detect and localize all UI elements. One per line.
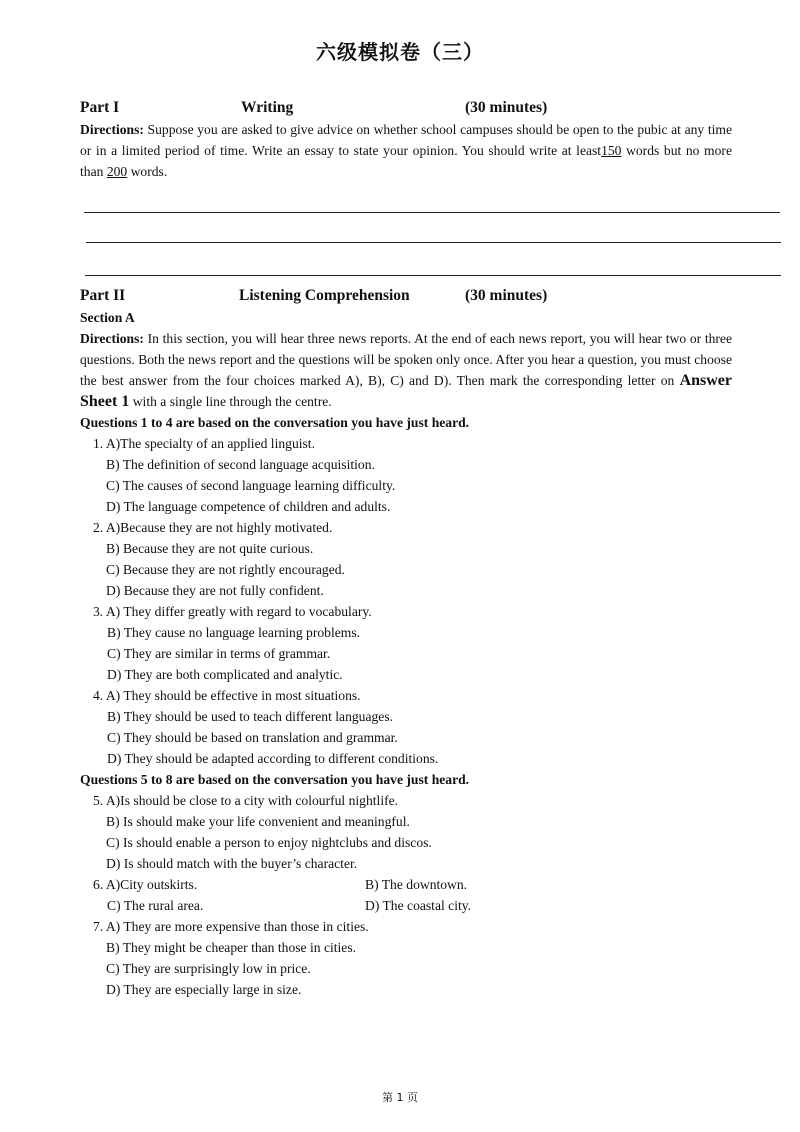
question-option: 3. A) They differ greatly with regard to vocabulary. [93,604,372,619]
question-option: D) Is should match with the buyer’s character. [106,856,358,871]
question-option: B) The definition of second language acquisition. [106,457,375,472]
part1-time: (30 minutes) [465,99,548,116]
question-option: D) Because they are not fully confident. [106,583,324,598]
question-option: C) The causes of second language learning difficulty. [106,478,396,493]
question-option: 5. A)Is should be close to a city with colourful nightlife. [93,793,399,808]
section-heading: Section A [80,310,135,325]
question-option: 7. A) They are more expensive than those in cities. [93,919,369,934]
question-option: 1. A)The specialty of an applied linguist. [93,436,315,451]
part2-label: Part II [80,287,126,304]
question-option: B) They might be cheaper than those in cities. [106,940,357,955]
question-option: B) They cause no language learning problems. [107,625,361,640]
part1-name: Writing [241,99,294,116]
directions-text: In this section, you will hear three news reports. At the end of each news report, you will hear two or three questions. Both the news report and the questions will be spoken only once. After you hear a question, you must choose the best answer from the four choices marked A), B), C) and D). Then mark the corresponding letter on [80,331,732,388]
max-words: 200 [106,164,128,179]
question-option: C) Because they are not rightly encouraged. [106,562,345,577]
question-option: C) They are surprisingly low in price. [106,961,311,976]
question-option: C) They should be based on translation and grammar. [107,730,398,745]
directions-label: Directions: [80,331,144,346]
part2-time: (30 minutes) [465,287,548,304]
question-option: C) They are similar in terms of grammar. [107,646,331,661]
question-option: D) They should be adapted according to different conditions. [107,751,439,766]
page-number: 第 1 页 [382,1091,418,1104]
directions-text: words but no more than [80,143,732,179]
part1-header [80,99,720,119]
part2-header [80,287,720,307]
answer-sheet-label: Answer Sheet 1 [80,372,732,410]
question-option: C) The rural area. [107,898,204,913]
question-option: D) The coastal city. [365,898,472,913]
directions-label: Directions: [80,122,144,137]
question-option: B) Is should make your life convenient and meaningful. [106,814,410,829]
part1-directions [80,119,732,182]
question-option: B) The downtown. [365,877,468,892]
question-option: B) They should be used to teach different languages. [107,709,394,724]
part1-label: Part I [80,99,120,116]
question-option: 2. A)Because they are not highly motivated. [93,520,333,535]
question-option: D) The language competence of children and adults. [106,499,391,514]
writing-line [85,275,781,276]
question-option: D) They are both complicated and analytic. [107,667,343,682]
part2-name: Listening Comprehension [239,287,410,304]
writing-line [86,242,781,243]
question-group-heading: Questions 1 to 4 are based on the conversation you have just heard. [80,415,470,430]
question-group-heading: Questions 5 to 8 are based on the conversation you have just heard. [80,772,470,787]
directions-text: Suppose you are asked to give advice on whether school campuses should be open to the pubic at any time or in a limited period of time. Write an essay to state your opinion. You should write at least [80,122,732,158]
writing-line [84,212,780,213]
page-title: 六级模拟卷（三） [316,40,484,64]
question-option: D) They are especially large in size. [106,982,302,997]
part2-directions [80,328,732,412]
directions-text: with a single line through the centre. [129,394,332,409]
question-option: 4. A) They should be effective in most situations. [93,688,361,703]
min-words: 150 [601,143,622,158]
directions-text: words. [127,164,168,179]
question-option: 6. A)City outskirts. [93,877,198,892]
question-option: B) Because they are not quite curious. [106,541,314,556]
question-option: C) Is should enable a person to enjoy nightclubs and discos. [106,835,432,850]
